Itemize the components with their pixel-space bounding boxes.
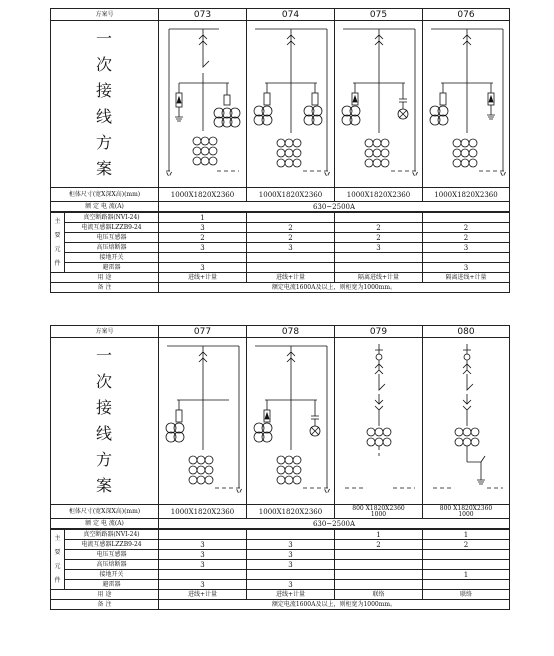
component-qty: 2 xyxy=(247,223,335,233)
component-qty: 2 xyxy=(247,233,335,243)
scheme-sheet-2 xyxy=(50,325,509,610)
scheme-number-label: 方案号 xyxy=(51,326,159,338)
component-qty: 2 xyxy=(335,540,423,550)
component-qty: 3 xyxy=(247,580,335,590)
scheme-table xyxy=(50,325,510,529)
title-char: 次 xyxy=(95,372,113,391)
component-qty xyxy=(335,263,423,273)
scheme-sheet-1 xyxy=(50,8,509,293)
component-qty: 2 xyxy=(423,223,510,233)
component-qty xyxy=(335,580,423,590)
usage: 进线+计量 xyxy=(247,590,335,600)
component-qty: 3 xyxy=(159,560,247,570)
component-qty: 3 xyxy=(423,243,510,253)
component-qty: 1 xyxy=(423,570,510,580)
component-name: 电流互感器LZZB9-24 xyxy=(65,540,159,550)
cabinet-size-main: 800 X1820X2360 xyxy=(352,504,405,512)
component-qty xyxy=(247,213,335,223)
component-qty: 3 xyxy=(159,540,247,550)
group-char: 件 xyxy=(54,576,61,584)
component-qty: 3 xyxy=(159,243,247,253)
component-name: 真空断路器(NVI-24) xyxy=(65,530,159,540)
component-qty: 2 xyxy=(159,233,247,243)
component-qty: 3 xyxy=(247,560,335,570)
component-qty: 3 xyxy=(159,580,247,590)
component-name: 电压互感器 xyxy=(65,550,159,560)
component-qty: 2 xyxy=(423,233,510,243)
cabinet-size: 1000X1820X2360 xyxy=(159,188,247,202)
wiring-diagram-075 xyxy=(335,21,423,188)
scheme-number: 077 xyxy=(159,326,247,338)
usage: 进线+计量 xyxy=(247,273,335,283)
cabinet-size: 1000X1820X2360 xyxy=(159,505,247,519)
scheme-number: 073 xyxy=(159,9,247,21)
component-qty xyxy=(159,530,247,540)
rated-current: 630~2500A xyxy=(159,519,510,529)
cabinet-size: 1000X1820X2360 xyxy=(247,505,335,519)
scheme-number: 078 xyxy=(247,326,335,338)
component-qty xyxy=(423,253,510,263)
cabinet-size xyxy=(335,505,423,519)
usage-label: 用 途 xyxy=(51,273,159,283)
component-qty xyxy=(247,530,335,540)
cabinet-size: 1000X1820X2360 xyxy=(335,188,423,202)
main-components-label xyxy=(51,213,65,273)
group-char: 要 xyxy=(54,548,61,556)
component-qty: 3 xyxy=(247,243,335,253)
component-qty xyxy=(247,263,335,273)
component-name: 真空断路器(NVI-24) xyxy=(65,213,159,223)
title-char: 接 xyxy=(95,81,113,100)
wiring-diagram-077 xyxy=(159,338,247,505)
title-char: 一 xyxy=(95,346,113,365)
components-table xyxy=(50,212,510,293)
title-char: 次 xyxy=(95,55,113,74)
cabinet-size-main: 800 X1820X2360 xyxy=(439,504,493,512)
rated-current-label: 额 定 电 流(A) xyxy=(51,202,159,212)
scheme-number: 080 xyxy=(423,326,510,338)
scheme-number-label: 方案号 xyxy=(51,9,159,21)
cabinet-size-alt: 1000 xyxy=(370,510,387,518)
component-qty: 3 xyxy=(247,540,335,550)
component-qty xyxy=(247,253,335,263)
component-name: 避雷器 xyxy=(65,580,159,590)
component-name: 电流互感器LZZB9-24 xyxy=(65,223,159,233)
cabinet-size-label: 柜体尺寸(宽X深X高)(mm) xyxy=(51,505,159,519)
title-char: 案 xyxy=(95,476,113,495)
component-qty xyxy=(335,570,423,580)
component-qty: 1 xyxy=(159,213,247,223)
primary-wiring-title xyxy=(51,21,159,188)
remark-label: 备 注 xyxy=(51,600,159,610)
wiring-diagram-078 xyxy=(247,338,335,505)
title-char: 一 xyxy=(95,29,113,48)
main-components-label xyxy=(51,530,65,590)
wiring-diagram-073 xyxy=(159,21,247,188)
component-qty: 3 xyxy=(247,550,335,560)
rated-current: 630~2500A xyxy=(159,202,510,212)
scheme-number: 075 xyxy=(335,9,423,21)
primary-wiring-title xyxy=(51,338,159,505)
component-qty: 1 xyxy=(423,530,510,540)
usage: 联络 xyxy=(423,590,510,600)
title-char: 线 xyxy=(95,424,113,443)
cabinet-size: 1000X1820X2360 xyxy=(423,188,510,202)
cabinet-size-label: 柜体尺寸(宽X深X高)(mm) xyxy=(51,188,159,202)
component-qty: 3 xyxy=(423,263,510,273)
scheme-number: 079 xyxy=(335,326,423,338)
component-qty xyxy=(423,580,510,590)
component-qty xyxy=(159,253,247,263)
group-char: 主 xyxy=(54,534,61,542)
wiring-diagram-074 xyxy=(247,21,335,188)
component-qty xyxy=(423,550,510,560)
group-char: 件 xyxy=(54,259,61,267)
wiring-diagram-080 xyxy=(423,338,510,505)
component-qty xyxy=(335,560,423,570)
group-char: 元 xyxy=(54,562,61,570)
component-qty: 3 xyxy=(335,243,423,253)
scheme-number: 076 xyxy=(423,9,510,21)
usage: 进线+计量 xyxy=(159,590,247,600)
component-qty: 2 xyxy=(335,223,423,233)
group-char: 主 xyxy=(54,217,61,225)
usage: 隔离进线+计量 xyxy=(335,273,423,283)
component-qty: 2 xyxy=(423,540,510,550)
component-name: 电压互感器 xyxy=(65,233,159,243)
wiring-diagram-076 xyxy=(423,21,510,188)
component-name: 高压熔断器 xyxy=(65,243,159,253)
usage: 隔离进线+计量 xyxy=(423,273,510,283)
component-qty: 3 xyxy=(159,223,247,233)
component-qty: 2 xyxy=(335,233,423,243)
component-qty: 3 xyxy=(159,263,247,273)
remark: 额定电流1600A及以上，则柜宽为1000mm。 xyxy=(159,283,510,293)
group-char: 要 xyxy=(54,231,61,239)
title-char: 方 xyxy=(95,133,113,152)
usage-label: 用 途 xyxy=(51,590,159,600)
component-qty xyxy=(335,550,423,560)
component-qty xyxy=(335,253,423,263)
cabinet-size-alt: 1000 xyxy=(458,510,474,518)
component-name: 接地开关 xyxy=(65,253,159,263)
cabinet-size xyxy=(423,505,510,519)
component-qty xyxy=(423,560,510,570)
cabinet-size: 1000X1820X2360 xyxy=(247,188,335,202)
component-name: 高压熔断器 xyxy=(65,560,159,570)
wiring-diagram-079 xyxy=(335,338,423,505)
usage: 进线+计量 xyxy=(159,273,247,283)
component-qty xyxy=(335,213,423,223)
rated-current-label: 额 定 电 流(A) xyxy=(51,519,159,529)
components-table xyxy=(50,529,510,610)
remark: 额定电流1600A及以上，则柜宽为1000mm。 xyxy=(159,600,510,610)
component-qty: 3 xyxy=(159,550,247,560)
title-char: 案 xyxy=(95,159,113,178)
title-char: 接 xyxy=(95,398,113,417)
scheme-table xyxy=(50,8,510,212)
title-char: 方 xyxy=(95,450,113,469)
title-char: 线 xyxy=(95,107,113,126)
scheme-number: 074 xyxy=(247,9,335,21)
usage: 联络 xyxy=(335,590,423,600)
component-qty xyxy=(423,213,510,223)
component-qty: 1 xyxy=(335,530,423,540)
group-char: 元 xyxy=(54,245,61,253)
component-name: 避雷器 xyxy=(65,263,159,273)
component-qty xyxy=(247,570,335,580)
component-qty xyxy=(159,570,247,580)
remark-label: 备 注 xyxy=(51,283,159,293)
component-name: 接地开关 xyxy=(65,570,159,580)
